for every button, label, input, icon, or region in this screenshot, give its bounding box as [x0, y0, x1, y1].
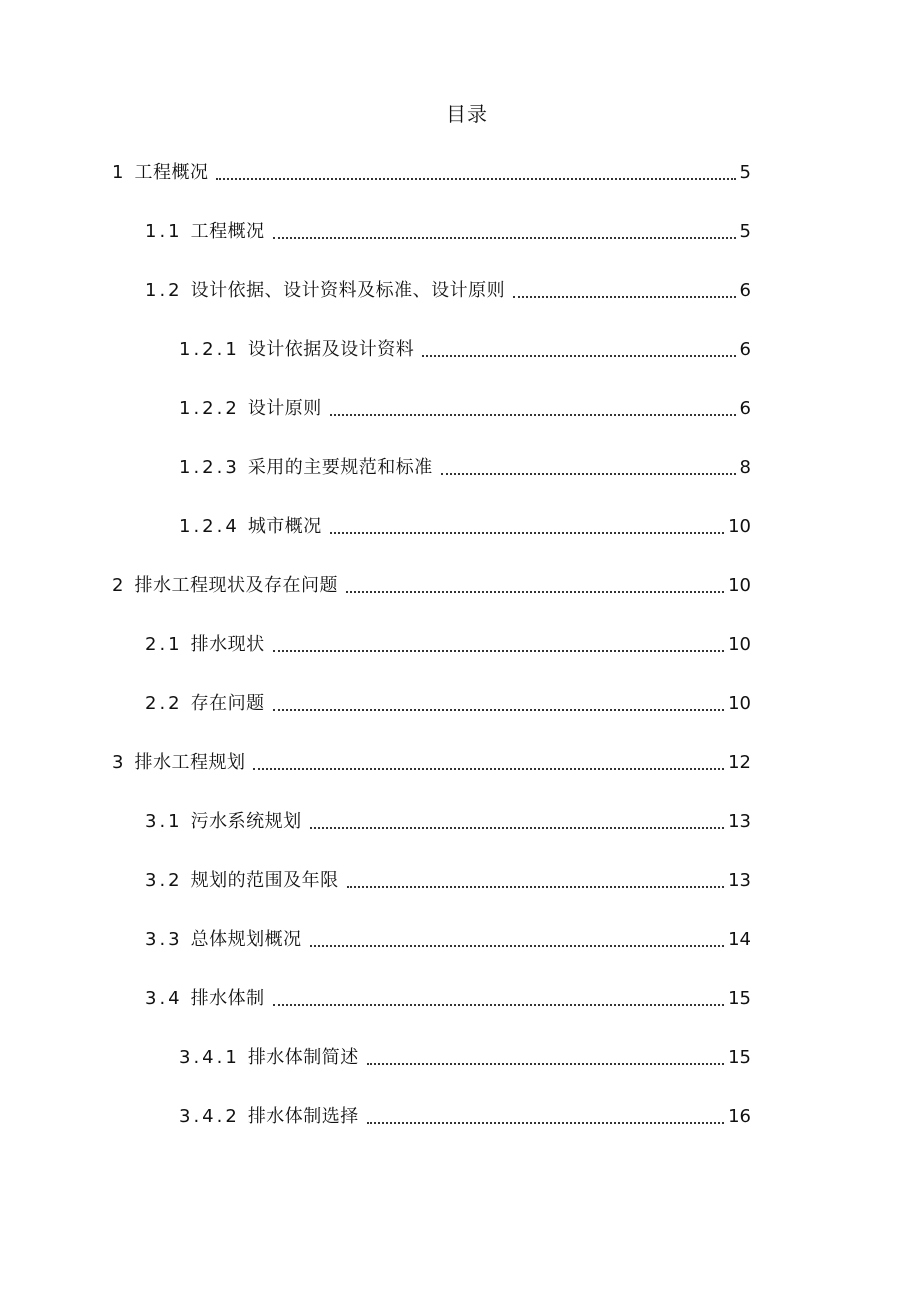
toc-entry-title: 规划的范围及年限: [190, 870, 339, 891]
toc-entry[interactable]: [145, 809, 751, 835]
toc-leader-dots: [347, 885, 724, 888]
toc-entry[interactable]: [179, 514, 751, 540]
toc-leader-dots: [513, 295, 735, 298]
toc-leader-dots: [422, 354, 735, 357]
toc-entry[interactable]: [145, 691, 751, 717]
toc-entry-number: 1.2.2: [179, 398, 240, 419]
toc-entry-title: 设计依据及设计资料: [247, 339, 415, 360]
toc-entry-title: 存在问题: [190, 693, 265, 714]
toc-leader-dots: [367, 1121, 724, 1124]
toc-leader-dots: [273, 236, 736, 239]
toc-entry-page: 15: [728, 1047, 751, 1068]
toc-entry-number: 3.4.1: [179, 1047, 240, 1068]
toc-entry-page: 13: [728, 811, 751, 832]
toc-entry[interactable]: [145, 632, 751, 658]
toc-entry-number: 1.2.4: [179, 516, 240, 537]
toc-entry-number: 3.4.2: [179, 1106, 240, 1127]
toc-entry[interactable]: [145, 927, 751, 953]
toc-leader-dots: [273, 649, 724, 652]
toc-entry-page: 10: [728, 693, 751, 714]
toc-entry-title: 排水体制: [190, 988, 265, 1009]
toc-entry-number: 1.2.1: [179, 339, 240, 360]
toc-leader-dots: [273, 708, 724, 711]
toc-leader-dots: [310, 826, 724, 829]
toc-entry-title: 城市概况: [247, 516, 322, 537]
toc-entry-title: 总体规划概况: [190, 929, 302, 950]
toc-leader-dots: [310, 944, 724, 947]
toc-entry-page: 6: [739, 280, 751, 301]
toc-leader-dots: [330, 413, 736, 416]
toc-entry-title: 排水体制选择: [247, 1106, 359, 1127]
toc-title: 目录: [446, 102, 488, 126]
toc-entry-page: 15: [728, 988, 751, 1009]
toc-entry-page: 8: [739, 457, 751, 478]
toc-entry[interactable]: [179, 396, 751, 422]
toc-entry-title: 排水工程现状及存在问题: [134, 575, 338, 596]
toc-entry-page: 6: [739, 398, 751, 419]
toc-entry[interactable]: [179, 1104, 751, 1130]
toc-leader-dots: [273, 1003, 724, 1006]
toc-entry[interactable]: [112, 573, 751, 599]
toc-entry-title: 排水工程规划: [134, 752, 246, 773]
toc-entry[interactable]: [179, 1045, 751, 1071]
toc-entry[interactable]: [112, 160, 751, 186]
toc-leader-dots: [330, 531, 724, 534]
toc-entry-page: 6: [739, 339, 751, 360]
toc-entry-page: 10: [728, 634, 751, 655]
toc-entry-page: 5: [739, 162, 751, 183]
toc-entry-page: 10: [728, 516, 751, 537]
toc-entry[interactable]: [145, 278, 751, 304]
toc-entry-number: 1.2.3: [179, 457, 240, 478]
toc-entry[interactable]: [179, 337, 751, 363]
toc-entry-title: 排水体制简述: [247, 1047, 359, 1068]
toc-leader-dots: [216, 177, 735, 180]
toc-entry-title: 工程概况: [134, 162, 209, 183]
toc-entry-page: 5: [739, 221, 751, 242]
toc-entry-number: 2.2: [145, 693, 183, 714]
toc-entry[interactable]: [112, 750, 751, 776]
toc-entry-title: 工程概况: [190, 221, 265, 242]
toc-entry-page: 14: [728, 929, 751, 950]
toc-entry-page: 10: [728, 575, 751, 596]
toc-leader-dots: [346, 590, 724, 593]
toc-entry-number: 3.4: [145, 988, 183, 1009]
toc-entry[interactable]: [179, 455, 751, 481]
toc-entry-number: 2.1: [145, 634, 183, 655]
toc-entry[interactable]: [145, 986, 751, 1012]
toc-leader-dots: [253, 767, 724, 770]
toc-entry-title: 排水现状: [190, 634, 265, 655]
toc-leader-dots: [441, 472, 736, 475]
toc-entry-page: 12: [728, 752, 751, 773]
toc-entry-number: 3.1: [145, 811, 183, 832]
toc-entry-number: 3.3: [145, 929, 183, 950]
toc-entry-number: 2: [112, 575, 127, 596]
toc-leader-dots: [367, 1062, 724, 1065]
toc-entry[interactable]: [145, 219, 751, 245]
toc-entry-number: 3: [112, 752, 127, 773]
toc-entry-title: 采用的主要规范和标准: [247, 457, 433, 478]
toc-entry-number: 3.2: [145, 870, 183, 891]
toc-entry-number: 1.2: [145, 280, 183, 301]
toc-entry-number: 1.1: [145, 221, 183, 242]
toc-entry-number: 1: [112, 162, 127, 183]
toc-entry-title: 污水系统规划: [190, 811, 302, 832]
toc-entry-page: 13: [728, 870, 751, 891]
toc-entry[interactable]: [145, 868, 751, 894]
toc-entry-title: 设计原则: [247, 398, 322, 419]
toc-entry-page: 16: [728, 1106, 751, 1127]
toc-entry-title: 设计依据、设计资料及标准、设计原则: [190, 280, 506, 301]
